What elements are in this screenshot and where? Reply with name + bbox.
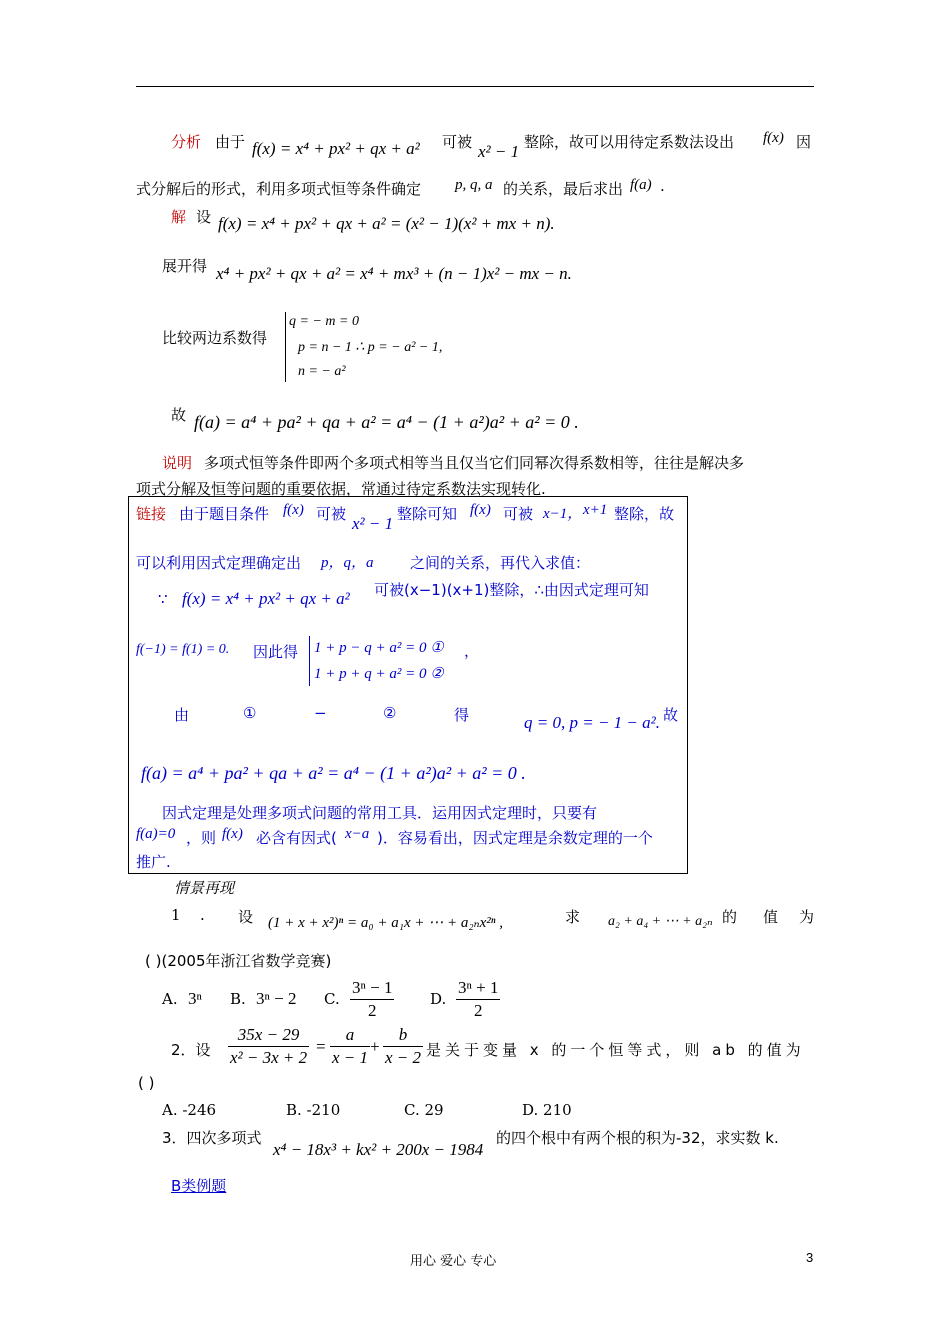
note-line-2: 项式分解及恒等问题的重要依据，常通过待定系数法实现转化. [136, 480, 546, 498]
q1-wei: 为 [799, 908, 815, 926]
q2-plus: + [370, 1037, 380, 1056]
q1-number: 1 [171, 906, 181, 924]
link-para-2-f: )．容易看出，因式定理是余数定理的一个 [377, 829, 653, 847]
link-l1-b: 可被 [316, 505, 347, 523]
link-l3-b: 可被(x−1)(x+1)整除，∴由因式定理可知 [374, 581, 649, 599]
solution-label: 解 [171, 208, 187, 226]
link-l5-f: 故 [663, 706, 679, 724]
q1-option-c-num: 3ⁿ − 1 [350, 977, 394, 1000]
q3-expression: x⁴ − 18x³ + kx² + 200x − 1984 [273, 1140, 484, 1159]
link-system-row-1: 1 + p − q + a² = 0 ① [314, 640, 444, 656]
link-l2-vars: p，q，a [321, 555, 374, 571]
q2-frac2-num: a [330, 1024, 370, 1047]
therefore-label: 故 [171, 406, 187, 424]
link-l5-e: 得 [454, 706, 470, 724]
q3-intro: 3．四次多项式 [162, 1129, 262, 1147]
link-para-2-c: f(x) [222, 826, 243, 842]
q1-paren: ( )(2005年浙江省数学竞赛) [145, 952, 332, 970]
link-l5-equation: q = 0, p = − 1 − a². [524, 713, 660, 732]
link-l1-h: 整除，故 [614, 505, 675, 523]
link-l1-c: 整除可知 [397, 505, 458, 523]
analysis-dot: . [660, 177, 665, 195]
expand-equation: x⁴ + px² + qx + a² = x⁴ + mx³ + (n − 1)x² − mx − n. [216, 264, 572, 283]
compare-label: 比较两边系数得 [162, 329, 268, 347]
analysis-equation: f(x) = x⁴ + px² + qx + a² [252, 139, 420, 158]
expand-label: 展开得 [162, 257, 208, 275]
system-row-3: n = − a² [298, 364, 346, 379]
link-l4-a: f(−1) = f(1) = 0. [136, 642, 230, 657]
q1-option-c-den: 2 [367, 1001, 377, 1020]
analysis-text-1: 由于 [215, 133, 246, 151]
link-l5-d: ② [383, 704, 397, 722]
q1-option-d [456, 977, 500, 1022]
q2-fraction-3 [383, 1024, 423, 1069]
link-para-2-e: x−a [345, 826, 370, 842]
q2-option-b: B. -210 [286, 1101, 341, 1119]
analysis-line2: 式分解后的形式，利用多项式恒等条件确定 [136, 180, 422, 198]
q1-sum: a₂ + a₄ + ⋯ + a₂ₙ [608, 914, 713, 929]
system-row-2: p = n − 1 ∴ p = − a² − 1, [298, 340, 443, 355]
link-para-2-a: f(a)=0 [136, 826, 176, 842]
link-system-brace [309, 636, 310, 686]
q2-number: 2．设 [171, 1041, 211, 1059]
link-l1-div: x² − 1 [352, 514, 394, 533]
system-row-1: q = − m = 0 [289, 314, 359, 329]
q2-frac1-num: 35x − 29 [228, 1024, 309, 1047]
analysis-divisor: x² − 1 [478, 142, 520, 161]
link-l1-fx: f(x) [283, 502, 304, 518]
link-label: 链接 [136, 505, 167, 523]
link-final-equation: f(a) = a⁴ + pa² + qa + a² = a⁴ − (1 + a²)a² + a² = 0 . [141, 763, 526, 783]
link-para-2-b: ，则 [186, 829, 217, 847]
q2-equals: = [316, 1037, 326, 1056]
q2-text: 是关于变量 x 的一个恒等式，则 ab 的值为 [426, 1041, 805, 1059]
scenario-heading: 情景再现 [174, 879, 235, 897]
analysis-line2b: 的关系，最后求出 [503, 180, 624, 198]
analysis-text-3: 整除，故可以用待定系数法设出 [524, 133, 735, 151]
analysis-vars: p, q, a [455, 177, 493, 193]
note-line-1: 多项式恒等条件即两个多项式相等当且仅当它们同幂次得系数相等，往往是解决多 [204, 454, 745, 472]
q2-frac3-num: b [383, 1024, 423, 1047]
note-label: 说明 [162, 454, 193, 472]
q2-option-a: A. -246 [162, 1101, 217, 1119]
q2-option-c: C. 29 [404, 1101, 444, 1119]
q1-option-b: 3ⁿ − 2 [256, 989, 297, 1008]
q1-set: 设 [238, 908, 254, 926]
link-system-row-2: 1 + p + q + a² = 0 ② [314, 666, 444, 682]
q1-option-b-label: B. [230, 990, 246, 1008]
link-l4-b: 因此得 [253, 643, 299, 661]
link-para-3: 推广. [136, 853, 171, 871]
q1-option-d-label: D. [430, 990, 447, 1008]
analysis-fx: f(x) [763, 130, 784, 146]
link-l5-a: 由 [174, 706, 190, 724]
q1-option-c [350, 977, 394, 1022]
analysis-text-2: 可被 [442, 133, 473, 151]
link-l1-f: x−1， [543, 506, 583, 522]
link-l1-a: 由于题目条件 [179, 505, 270, 523]
link-l3-equation: f(x) = x⁴ + px² + qx + a² [182, 589, 350, 608]
q1-option-a: 3ⁿ [188, 989, 202, 1008]
header-rule [136, 86, 814, 87]
page-number: 3 [806, 1250, 814, 1265]
solution-set: 设 [196, 208, 212, 226]
link-l2: 可以利用因式定理确定出 [136, 554, 302, 572]
analysis-text-4: 因 [796, 133, 812, 151]
final-equation: f(a) = a⁴ + pa² + qa + a² = a⁴ − (1 + a²)a² + a² = 0 . [194, 412, 579, 432]
analysis-fa: f(a) [630, 177, 652, 193]
section-link-b[interactable]: B类例题 [171, 1177, 227, 1195]
q2-frac1-den: x² − 3x + 2 [230, 1048, 308, 1067]
link-l5-b: ① [243, 704, 257, 722]
q1-zhi: 值 [763, 908, 779, 926]
link-l1-g: x+1 [583, 502, 608, 518]
q1-de: 的 [722, 908, 738, 926]
footer-center: 用心 爱心 专心 [410, 1254, 497, 1269]
q2-fraction-1 [228, 1024, 309, 1069]
q2-option-d: D. 210 [522, 1101, 572, 1119]
system-brace [285, 312, 286, 382]
analysis-label: 分析 [171, 133, 202, 151]
link-para-2-d: 必含有因式( [256, 829, 337, 847]
link-because: ∵ [158, 590, 168, 608]
q1-expression: (1 + x + x²)ⁿ = a₀ + a₁x + ⋯ + a₂ₙx²ⁿ , [268, 915, 504, 931]
link-l2-b: 之间的关系，再代入求值： [410, 554, 591, 572]
link-l5-c: − [314, 704, 327, 722]
link-system-comma: ， [464, 642, 480, 660]
link-l1-e: 可被 [503, 505, 534, 523]
q2-fraction-2 [330, 1024, 370, 1069]
q2-paren: ( ) [138, 1074, 155, 1092]
q1-ask: 求 [565, 908, 581, 926]
solution-equation: f(x) = x⁴ + px² + qx + a² = (x² − 1)(x² + mx + n). [218, 214, 555, 233]
q3-text: 的四个根中有两个根的积为-32，求实数 k. [496, 1129, 779, 1147]
q1-option-c-label: C. [324, 990, 340, 1008]
q1-dot: . [200, 906, 205, 924]
q1-option-d-num: 3ⁿ + 1 [456, 977, 500, 1000]
link-l1-d: f(x) [470, 502, 491, 518]
q1-option-d-den: 2 [473, 1001, 483, 1020]
link-para-1: 因式定理是处理多项式问题的常用工具．运用因式定理时，只要有 [162, 804, 598, 822]
q2-frac3-den: x − 2 [385, 1048, 422, 1067]
q1-option-a-label: A. [162, 990, 178, 1008]
q2-frac2-den: x − 1 [332, 1048, 369, 1067]
